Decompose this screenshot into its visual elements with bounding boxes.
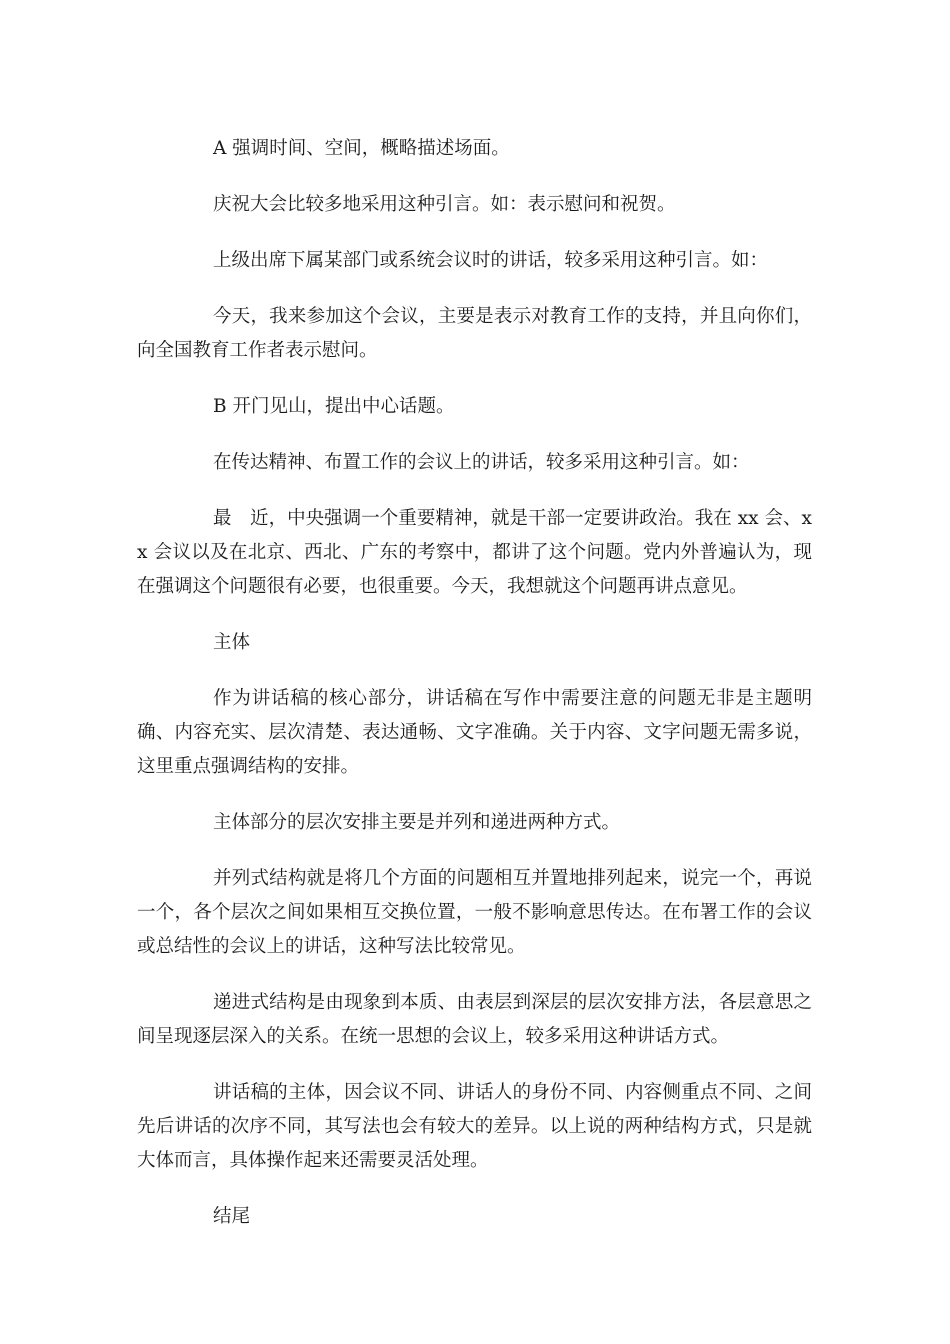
paragraph-example-politics: 最 近，中央强调一个重要精神，就是干部一定要讲政治。我在 xx 会、xx 会议以及在北京、西北、广东的考察中，都讲了这个问题。党内外普遍认为，现在强调这个问题很有必要，也很重要。今天，我想就这个问题再讲点意见。 (137, 508, 812, 597)
section-heading-ending: 结尾 (213, 1206, 251, 1227)
paragraph-parallel-structure: 并列式结构就是将几个方面的问题相互并置地排列起来，说完一个，再说一个，各个层次之间如果相互交换位置，一般不影响意思传达。在布署工作的会议或总结性的会议上的讲话，这种写法比较常见。 (137, 868, 812, 957)
paragraph-progressive-structure: 递进式结构是由现象到本质、由表层到深层的层次安排方法，各层意思之间呈现逐层深入的关系。在统一思想的会议上，较多采用这种讲话方式。 (137, 992, 812, 1047)
paragraph-intro-type-b: B 开门见山，提出中心话题。 (213, 396, 455, 417)
document-body (137, 132, 812, 1256)
paragraph-example-education: 今天，我来参加这个会议，主要是表示对教育工作的支持，并且向你们，向全国教育工作者表示慰问。 (137, 306, 812, 361)
paragraph-intro-type-a: A 强调时间、空间，概略描述场面。 (213, 138, 510, 159)
paragraph-body-core: 作为讲话稿的核心部分，讲话稿在写作中需要注意的问题无非是主题明确、内容充实、层次清楚、表达通畅、文字准确。关于内容、文字问题无需多说，这里重点强调结构的安排。 (137, 688, 812, 777)
paragraph-convey-usage: 在传达精神、布置工作的会议上的讲话，较多采用这种引言。如： (213, 452, 750, 473)
paragraph-celebration-usage: 庆祝大会比较多地采用这种引言。如：表示慰问和祝贺。 (213, 194, 676, 215)
paragraph-body-structure: 主体部分的层次安排主要是并列和递进两种方式。 (213, 812, 621, 833)
paragraph-superior-usage: 上级出席下属某部门或系统会议时的讲话，较多采用这种引言。如： (213, 250, 769, 271)
section-heading-body: 主体 (213, 632, 251, 653)
paragraph-body-flexibility: 讲话稿的主体，因会议不同、讲话人的身份不同、内容侧重点不同、之间先后讲话的次序不同，其写法也会有较大的差异。以上说的两种结构方式，只是就大体而言，具体操作起来还需要灵活处理。 (137, 1082, 812, 1171)
